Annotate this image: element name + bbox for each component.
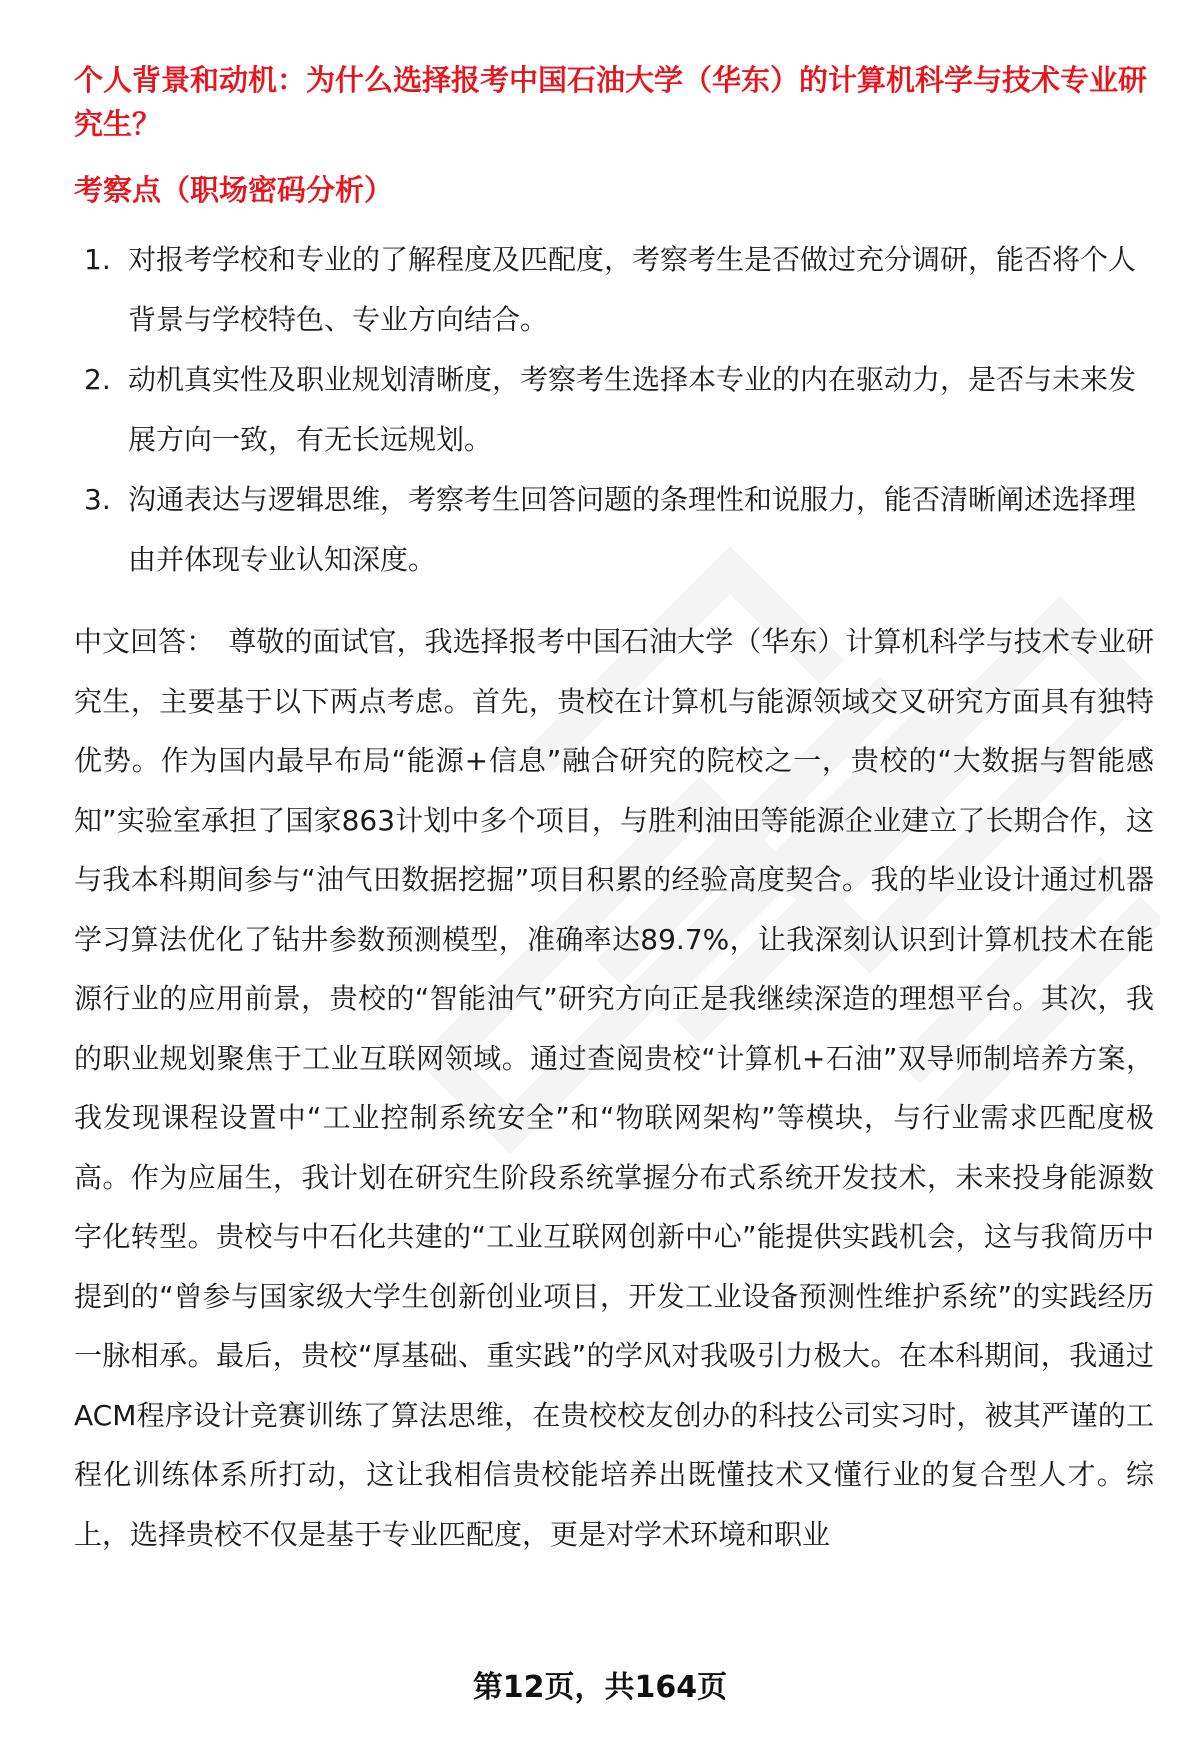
point-number: 2. <box>84 363 111 396</box>
point-text: 沟通表达与逻辑思维，考察考生回答问题的条理性和说服力，能否清晰阐述选择理由并体现专业认知深度。 <box>128 483 1137 576</box>
assessment-point <box>74 350 1154 470</box>
answer-paragraph <box>74 612 1154 1564</box>
answer-text: 尊敬的面试官，我选择报考中国石油大学（华东）计算机科学与技术专业研究生，主要基于以下两点考虑。首先，贵校在计算机与能源领域交叉研究方面具有独特优势。作为国内最早布局“能源+信息”融合研究的院校之一，贵校的“大数据与智能感知”实验室承担了国家863计划中多个项目，与胜利油田等能源企业建立了长期合作，这与我本科期间参与“油气田数据挖掘”项目积累的经验高度契合。我的毕业设计通过机器学习算法优化了钻井参数预测模型，准确率达89.7%，让我深刻认识到计算机技术在能源行业的应用前景，贵校的“智能油气”研究方向正是我继续深造的理想平台。其次，我的职业规划聚焦于工业互联网领域。通过查阅贵校“计算机+石油”双导师制培养方案，我发现课程设置中“工业控制系统安全”和“物联网架构”等模块，与行业需求匹配度极高。作为应届生，我计划在研究生阶段系统掌握分布式系统开发技术，未来投身能源数字化转型。贵校与中石化共建的“工业互联网创新中心”能提供实践机会，这与我简历中提到的“曾参与国家级大学生创新创业项目，开发工业设备预测性维护系统”的实践经历一脉相承。最后，贵校“厚基础、重实践”的学风对我吸引力极大。在本科期间，我通过ACM程序设计竞赛训练了算法思维，在贵校校友创办的科技公司实习时，被其严谨的工程化训练体系所打动，这让我相信贵校能培养出既懂技术又懂行业的复合型人才。综上，选择贵校不仅是基于专业匹配度，更是对学术环境和职业 <box>74 625 1154 1551</box>
assessment-point <box>74 470 1154 590</box>
point-text: 动机真实性及职业规划清晰度，考察考生选择本专业的内在驱动力，是否与未来发展方向一致，有无长远规划。 <box>128 363 1137 456</box>
question-title: 个人背景和动机：为什么选择报考中国石油大学（华东）的计算机科学与技术专业研究生？ <box>74 63 1148 141</box>
point-number: 3. <box>84 483 111 516</box>
answer-label: 中文回答： <box>74 625 215 658</box>
point-number: 1. <box>84 243 111 276</box>
assessment-point <box>74 230 1154 350</box>
assessment-heading: 考察点（职场密码分析） <box>74 173 394 207</box>
page-footer: 第12页，共164页 <box>472 1670 728 1705</box>
main-content <box>74 58 1154 1592</box>
point-text: 对报考学校和专业的了解程度及匹配度，考察考生是否做过充分调研，能否将个人背景与学校特色、专业方向结合。 <box>128 243 1137 336</box>
assessment-points-list <box>74 230 1154 590</box>
